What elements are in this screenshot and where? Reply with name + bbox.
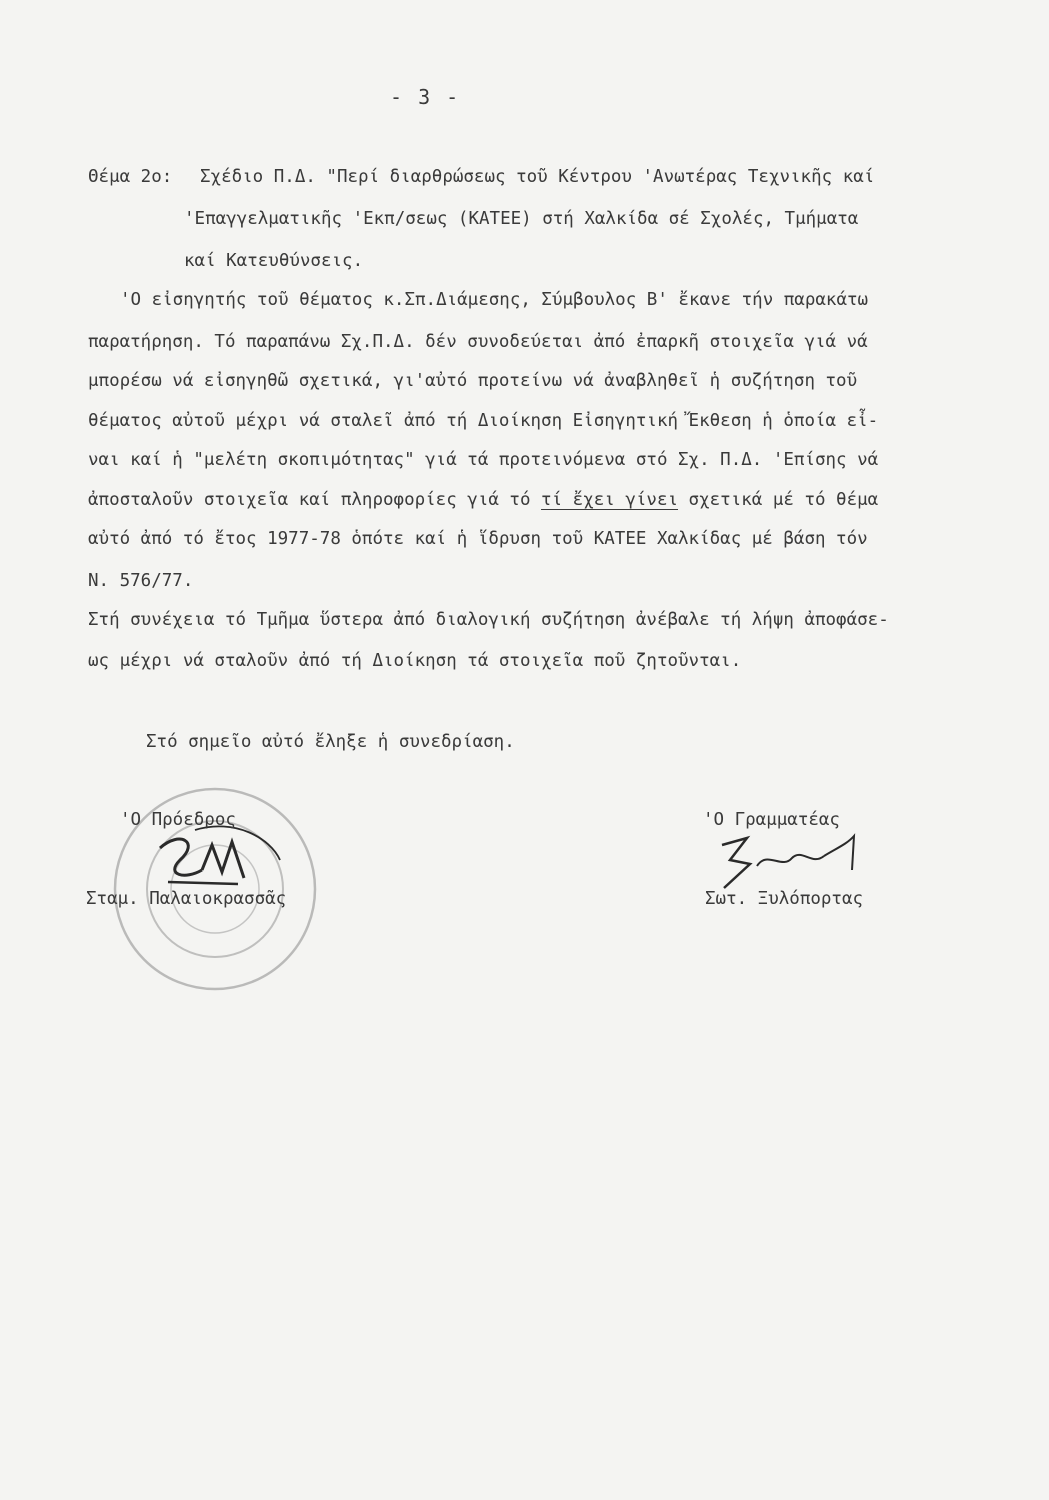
closing-sentence: Στό σημεῖο αὐτό ἔληξε ἡ συνεδρίαση. [146, 732, 515, 752]
secretary-name: Σωτ. Ξυλόπορτας [705, 889, 864, 909]
body-line-7: αὐτό ἀπό τό ἔτος 1977-78 ὁπότε καί ἡ ἵδρυση τοῦ ΚΑΤΕΕ Χαλκίδας μέ βάση τόν [88, 529, 868, 549]
body-line-9: Στή συνέχεια τό Τμῆμα ὕστερα ἀπό διαλογική συζήτηση ἀνέβαλε τή λήψη ἀποφάσε- [88, 610, 889, 630]
body-line-10: ως μέχρι νά σταλοῦν ἀπό τή Διοίκηση τά στοιχεῖα ποῦ ζητοῦνται. [88, 651, 742, 671]
underlined-phrase: τί ἔχει γίνει [541, 490, 679, 510]
secretary-signature [712, 830, 872, 895]
secretary-title: 'Ο Γραμματέας [703, 810, 840, 830]
president-name: Σταμ. Παλαιοκρασσᾶς [86, 889, 287, 909]
subject-label: Θέμα 2ο: [88, 167, 173, 187]
body-line-6 [88, 489, 878, 511]
page-number: - 3 - [390, 85, 461, 109]
president-title: 'Ο Πρόεδρος [120, 810, 236, 830]
subject-line-1: Σχέδιο Π.Δ. "Περί διαρθρώσεως τοῦ Κέντρου 'Ανωτέρας Τεχνικῆς καί [200, 167, 875, 187]
body-line-5: ναι καί ἡ "μελέτη σκοπιμότητας" γιά τά προτεινόμενα στό Σχ. Π.Δ. 'Επίσης νά [88, 450, 879, 470]
body-line-4: θέματος αὐτοῦ μέχρι νά σταλεῖ ἀπό τή Διοίκηση Εἰσηγητική Ἔκθεση ἡ ὁποία εἶ- [88, 411, 879, 431]
subject-line-3: καί Κατευθύνσεις. [184, 251, 364, 271]
body-line-8: Ν. 576/77. [88, 571, 194, 591]
body-line-1: 'Ο εἰσηγητής τοῦ θέματος κ.Σπ.Διάμεσης, Σύμβουλος Β' ἔκανε τήν παρακάτω [120, 290, 869, 310]
body-line-6-start: ἀποσταλοῦν στοιχεῖα καί πληροφορίες γιά τό [88, 490, 542, 510]
subject-line-2: 'Επαγγελματικῆς 'Εκπ/σεως (ΚΑΤΕΕ) στή Χαλκίδα σέ Σχολές, Τμήματα [184, 209, 859, 229]
body-line-2: παρατήρηση. Τό παραπάνω Σχ.Π.Δ. δέν συνοδεύεται ἀπό ἐπαρκῆ στοιχεῖα γιά νά [88, 332, 868, 352]
body-line-3: μπορέσω νά εἰσηγηθῶ σχετικά, γι'αὐτό προτείνω νά ἀναβληθεῖ ἡ συζήτηση τοῦ [88, 371, 858, 391]
president-signature [140, 820, 290, 900]
body-line-6-end: σχετικά μέ τό θέμα [678, 490, 879, 510]
